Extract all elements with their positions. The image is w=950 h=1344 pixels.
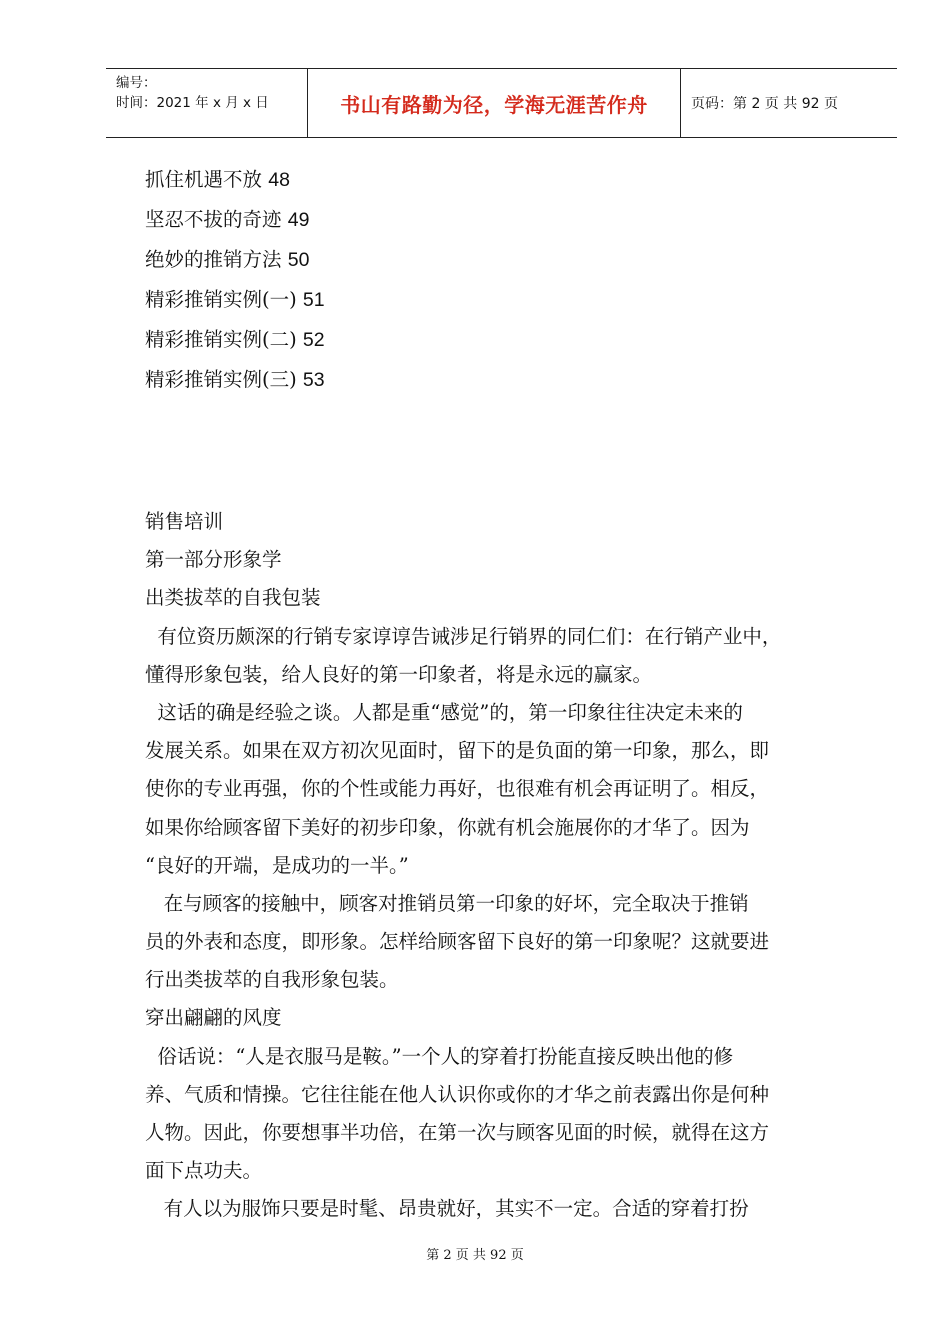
- text-line: 人物。因此，你要想事半功倍，在第一次与顾客见面的时候，就得在这方: [145, 1121, 770, 1144]
- text-line: 行出类拔萃的自我形象包装。: [145, 968, 399, 992]
- text-line: 使你的专业再强，你的个性或能力再好，也很难有机会再证明了。相反，: [145, 777, 770, 801]
- toc-item: [145, 360, 865, 400]
- motto-text: 书山有路勤为径，学海无涯苦作舟: [340, 92, 648, 117]
- text-line: 俗话说：“人是衣服马是鞍。”一个人的穿着打扮能直接反映出他的修: [145, 1044, 734, 1068]
- text-line: 出类拔萃的自我包装: [145, 586, 321, 610]
- text-line: 穿出翩翩的风度: [145, 1006, 282, 1030]
- table-of-contents: [145, 160, 865, 400]
- toc-item: [145, 160, 865, 200]
- toc-item-title: 抓住机遇不放: [145, 168, 263, 191]
- time-label: 时间：2021 年 x 月 x 日: [116, 95, 269, 111]
- toc-item-page: 50: [287, 249, 310, 271]
- toc-item-page: 48: [268, 169, 290, 191]
- text-line: 发展关系。如果在双方初次见面时，留下的是负面的第一印象，那么，即: [145, 739, 770, 763]
- toc-item: [145, 320, 865, 360]
- toc-item: [145, 200, 865, 240]
- header-meta-cell: [106, 69, 308, 137]
- toc-item-page: 51: [302, 289, 325, 311]
- text-line: 面下点功夫。: [145, 1159, 263, 1183]
- text-line: 如果你给顾客留下美好的初步印象，你就有机会施展你的才华了。因为: [145, 815, 750, 839]
- text-line: 养、气质和情操。它往往能在他人认识你或你的才华之前表露出你是何种: [145, 1082, 770, 1106]
- toc-item: [145, 240, 865, 280]
- text-line: 有位资历颇深的行销专家谆谆告诫涉足行销界的同仁们：在行销产业中，: [145, 624, 782, 648]
- toc-item-title: 绝妙的推销方法: [145, 248, 282, 271]
- page-info: 页码：第 2 页 共 92 页: [691, 96, 838, 112]
- text-line: 懂得形象包装，给人良好的第一印象者，将是永远的赢家。: [145, 662, 653, 686]
- toc-item-title: 精彩推销实例(一): [145, 288, 297, 311]
- header-page-cell: [681, 69, 897, 137]
- toc-item-title: 坚忍不拔的奇迹: [145, 208, 282, 231]
- text-line: 在与顾客的接触中，顾客对推销员第一印象的好坏，完全取决于推销: [145, 891, 749, 915]
- toc-item: [145, 280, 865, 320]
- text-line: 这话的确是经验之谈。人都是重“感觉”的，第一印象往往决定未来的: [145, 700, 743, 724]
- header-motto-cell: [308, 69, 681, 137]
- page-footer: 第 2 页 共 92 页: [426, 1248, 524, 1263]
- text-line: 员的外表和态度，即形象。怎样给顾客留下良好的第一印象呢？这就要进: [145, 930, 770, 954]
- text-line: 销售培训: [145, 510, 224, 533]
- toc-item-title: 精彩推销实例(二): [145, 328, 297, 351]
- toc-item-page: 53: [302, 369, 325, 391]
- id-label: 编号：: [116, 75, 157, 91]
- toc-item-page: 49: [287, 209, 310, 231]
- toc-item-title: 精彩推销实例(三): [145, 368, 297, 391]
- text-line: “良好的开端，是成功的一半。”: [145, 853, 409, 877]
- page-header: [106, 68, 897, 138]
- text-line: 第一部分形象学: [145, 548, 282, 572]
- document-body: [145, 503, 865, 1229]
- toc-item-page: 52: [302, 329, 325, 351]
- text-line: 有人以为服饰只要是时髦、昂贵就好，其实不一定。合适的穿着打扮: [145, 1197, 749, 1221]
